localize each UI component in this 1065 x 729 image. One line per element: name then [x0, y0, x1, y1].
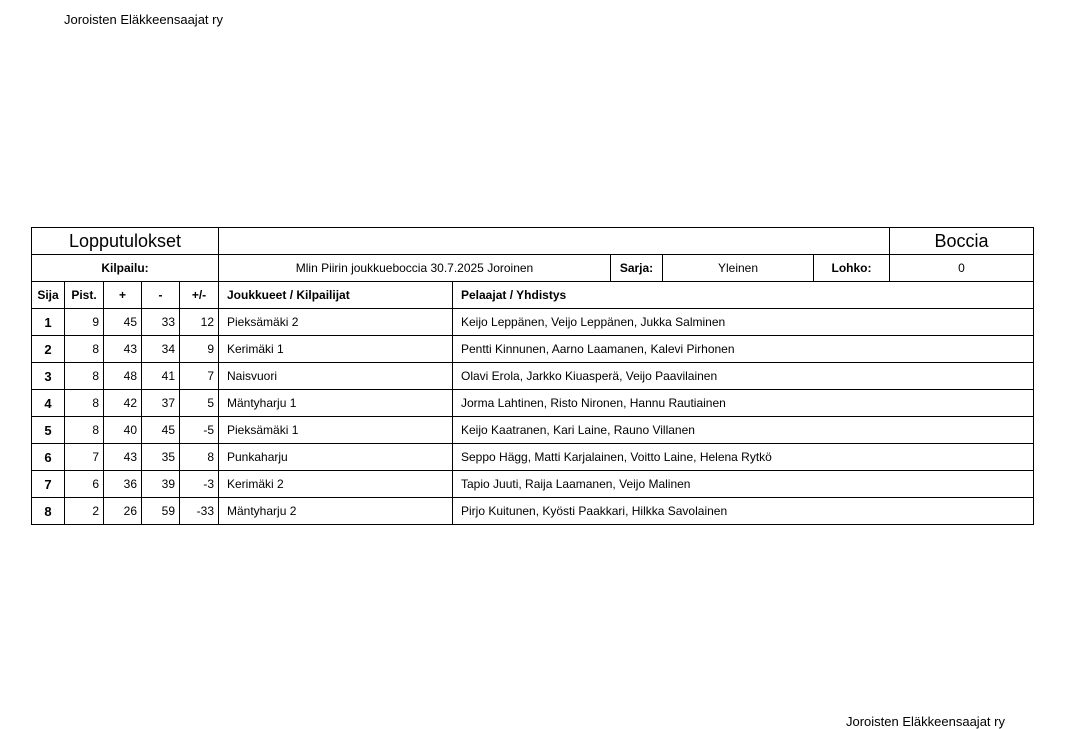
row-team: Mäntyharju 2: [219, 498, 453, 525]
row-diff: 7: [180, 363, 219, 390]
title-spacer: [219, 228, 890, 255]
row-minus: 33: [142, 309, 180, 336]
table-row: [32, 417, 1034, 444]
row-team: Pieksämäki 1: [219, 417, 453, 444]
row-players: Pentti Kinnunen, Aarno Laamanen, Kalevi Pirhonen: [453, 336, 1034, 363]
table-row: [32, 444, 1034, 471]
table-row: [32, 363, 1034, 390]
col-header-team: Joukkueet / Kilpailijat: [219, 282, 453, 309]
row-team: Kerimäki 2: [219, 471, 453, 498]
row-minus: 41: [142, 363, 180, 390]
row-team: Naisvuori: [219, 363, 453, 390]
row-minus: 35: [142, 444, 180, 471]
row-players: Pirjo Kuitunen, Kyösti Paakkari, Hilkka Savolainen: [453, 498, 1034, 525]
row-team: Punkaharju: [219, 444, 453, 471]
row-plus: 42: [104, 390, 142, 417]
row-points: 8: [65, 417, 104, 444]
row-diff: 12: [180, 309, 219, 336]
row-rank: 5: [32, 417, 65, 444]
row-diff: -5: [180, 417, 219, 444]
row-plus: 36: [104, 471, 142, 498]
row-players: Tapio Juuti, Raija Laamanen, Veijo Malinen: [453, 471, 1034, 498]
organization-name-top: Joroisten Eläkkeensaajat ry: [64, 12, 223, 27]
table-row: [32, 390, 1034, 417]
row-rank: 8: [32, 498, 65, 525]
row-players: Keijo Kaatranen, Kari Laine, Rauno Villanen: [453, 417, 1034, 444]
results-table: [31, 227, 1034, 525]
row-diff: -33: [180, 498, 219, 525]
row-diff: 5: [180, 390, 219, 417]
row-diff: 8: [180, 444, 219, 471]
col-header-points: Pist.: [65, 282, 104, 309]
col-header-rank: Sija: [32, 282, 65, 309]
row-rank: 7: [32, 471, 65, 498]
organization-name-bottom: Joroisten Eläkkeensaajat ry: [846, 714, 1005, 729]
competition-value: Mlin Piirin joukkueboccia 30.7.2025 Joroinen: [219, 255, 611, 282]
row-rank: 2: [32, 336, 65, 363]
col-header-minus: -: [142, 282, 180, 309]
results-title: Lopputulokset: [32, 228, 219, 255]
row-rank: 4: [32, 390, 65, 417]
block-label: Lohko:: [814, 255, 890, 282]
row-team: Mäntyharju 1: [219, 390, 453, 417]
row-plus: 40: [104, 417, 142, 444]
row-minus: 59: [142, 498, 180, 525]
row-points: 8: [65, 390, 104, 417]
row-rank: 6: [32, 444, 65, 471]
row-rank: 1: [32, 309, 65, 336]
row-plus: 43: [104, 444, 142, 471]
competition-info-row: [32, 255, 1034, 282]
row-points: 9: [65, 309, 104, 336]
row-minus: 37: [142, 390, 180, 417]
column-header-row: [32, 282, 1034, 309]
col-header-plus: +: [104, 282, 142, 309]
row-players: Keijo Leppänen, Veijo Leppänen, Jukka Salminen: [453, 309, 1034, 336]
sport-name: Boccia: [890, 228, 1034, 255]
series-label: Sarja:: [611, 255, 663, 282]
title-row: [32, 228, 1034, 255]
row-diff: 9: [180, 336, 219, 363]
row-plus: 48: [104, 363, 142, 390]
row-points: 6: [65, 471, 104, 498]
table-row: [32, 336, 1034, 363]
col-header-diff: +/-: [180, 282, 219, 309]
row-points: 8: [65, 336, 104, 363]
row-plus: 43: [104, 336, 142, 363]
row-points: 2: [65, 498, 104, 525]
table-row: [32, 498, 1034, 525]
competition-label: Kilpailu:: [32, 255, 219, 282]
row-players: Jorma Lahtinen, Risto Nironen, Hannu Rautiainen: [453, 390, 1034, 417]
row-plus: 26: [104, 498, 142, 525]
block-value: 0: [890, 255, 1034, 282]
col-header-players: Pelaajat / Yhdistys: [453, 282, 1034, 309]
row-points: 7: [65, 444, 104, 471]
row-plus: 45: [104, 309, 142, 336]
series-value: Yleinen: [663, 255, 814, 282]
row-team: Pieksämäki 2: [219, 309, 453, 336]
table-row: [32, 309, 1034, 336]
row-minus: 39: [142, 471, 180, 498]
row-rank: 3: [32, 363, 65, 390]
table-row: [32, 471, 1034, 498]
row-minus: 34: [142, 336, 180, 363]
row-players: Olavi Erola, Jarkko Kiuasperä, Veijo Paavilainen: [453, 363, 1034, 390]
row-diff: -3: [180, 471, 219, 498]
row-points: 8: [65, 363, 104, 390]
row-team: Kerimäki 1: [219, 336, 453, 363]
row-minus: 45: [142, 417, 180, 444]
row-players: Seppo Hägg, Matti Karjalainen, Voitto Laine, Helena Rytkö: [453, 444, 1034, 471]
